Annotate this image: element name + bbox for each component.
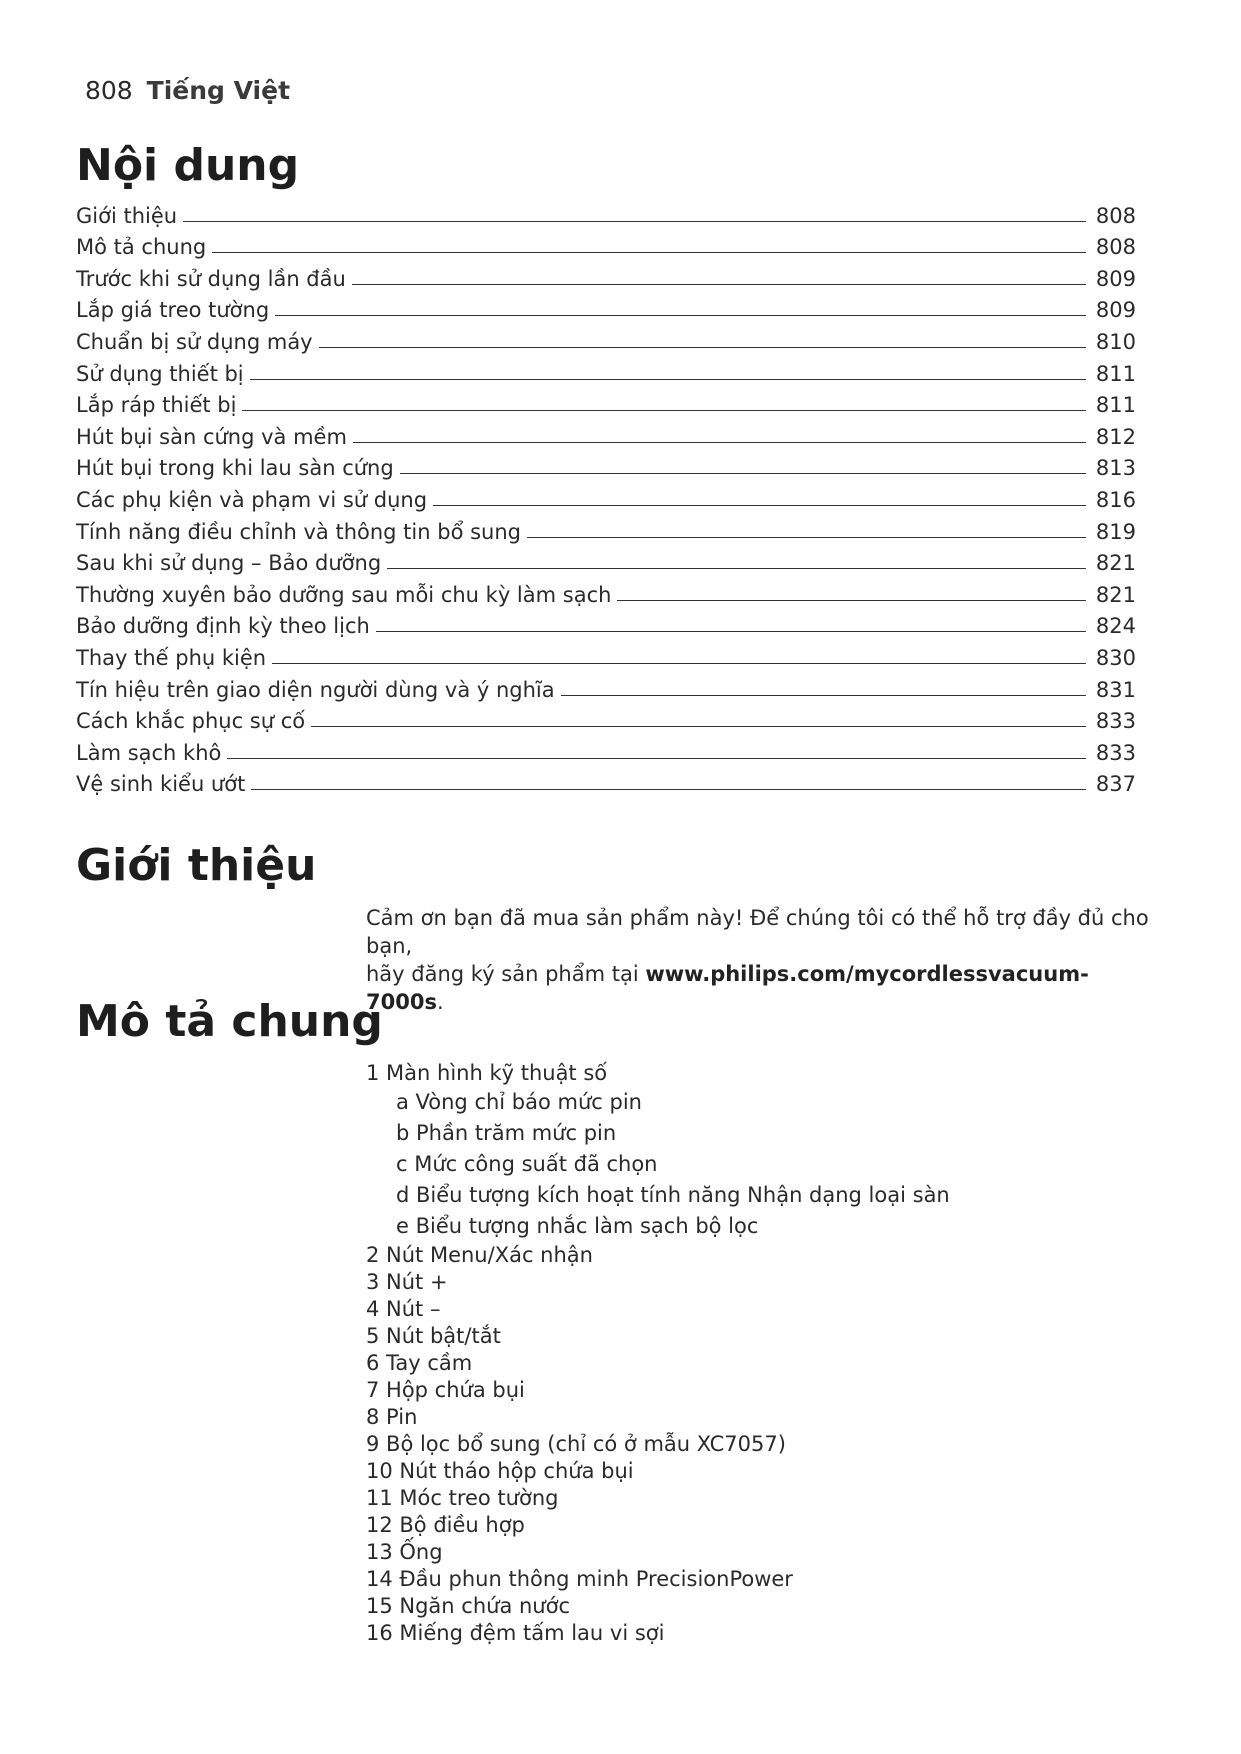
toc-entry-page: 809 bbox=[1095, 298, 1136, 323]
intro-text bbox=[366, 904, 1166, 1016]
parts-item: 12 Bộ điều hợp bbox=[366, 1513, 525, 1537]
parts-item: 1 Màn hình kỹ thuật số bbox=[366, 1061, 608, 1085]
toc-leader-line bbox=[387, 568, 1086, 569]
toc-leader-line bbox=[250, 379, 1086, 380]
toc-entry bbox=[76, 322, 1136, 354]
toc-leader-line bbox=[251, 789, 1086, 790]
parts-item: 7 Hộp chứa bụi bbox=[366, 1378, 525, 1402]
toc-leader-line bbox=[376, 631, 1086, 632]
toc-entry bbox=[76, 765, 1136, 797]
description-heading: Mô tả chung bbox=[76, 996, 383, 1047]
toc-entry bbox=[76, 480, 1136, 512]
toc-leader-line bbox=[242, 410, 1086, 411]
parts-sub-item: c Mức công suất đã chọn bbox=[396, 1152, 658, 1176]
parts-item: 13 Ống bbox=[366, 1540, 443, 1564]
parts-item: 8 Pin bbox=[366, 1405, 418, 1429]
toc-entry-title: Tín hiệu trên giao diện người dùng và ý nghĩa bbox=[76, 677, 555, 702]
parts-item: 14 Đầu phun thông minh PrecisionPower bbox=[366, 1567, 793, 1591]
toc-entry bbox=[76, 228, 1136, 260]
toc-entry bbox=[76, 702, 1136, 734]
toc-entry-page: 821 bbox=[1095, 551, 1136, 576]
intro-line-2 bbox=[366, 960, 1166, 1016]
toc-entry-title: Hút bụi sàn cứng và mềm bbox=[76, 424, 347, 449]
toc-entry-title: Trước khi sử dụng lần đầu bbox=[76, 266, 346, 291]
toc-entry bbox=[76, 259, 1136, 291]
toc-entry-page: 833 bbox=[1095, 740, 1136, 765]
toc-leader-line bbox=[272, 663, 1086, 664]
parts-item: 6 Tay cầm bbox=[366, 1351, 473, 1375]
toc-entry-title: Lắp giá treo tường bbox=[76, 298, 270, 323]
page-number: 808 bbox=[85, 76, 133, 105]
toc-entry-title: Thay thế phụ kiện bbox=[76, 645, 267, 670]
parts-sub-item: e Biểu tượng nhắc làm sạch bộ lọc bbox=[396, 1214, 759, 1238]
toc-entry-page: 808 bbox=[1095, 203, 1136, 228]
toc-entry-page: 830 bbox=[1095, 645, 1136, 670]
toc-entry bbox=[76, 417, 1136, 449]
toc-entry-title: Hút bụi trong khi lau sàn cứng bbox=[76, 456, 394, 481]
toc-entry bbox=[76, 291, 1136, 323]
registration-url: www.philips.com/mycordlessvacuum-7000s bbox=[366, 962, 1089, 1014]
toc-leader-line bbox=[275, 315, 1086, 316]
parts-item: 2 Nút Menu/Xác nhận bbox=[366, 1243, 593, 1267]
intro-line-2-prefix: hãy đăng ký sản phẩm tại bbox=[366, 962, 646, 986]
toc-entry-title: Mô tả chung bbox=[76, 235, 207, 260]
toc-entry-title: Giới thiệu bbox=[76, 203, 178, 228]
toc-entry-title: Lắp ráp thiết bị bbox=[76, 393, 237, 418]
toc-entry-page: 809 bbox=[1095, 266, 1136, 291]
toc-entry-title: Cách khắc phục sự cố bbox=[76, 709, 306, 734]
language-label: Tiếng Việt bbox=[146, 76, 291, 105]
toc-entry-page: 837 bbox=[1095, 772, 1136, 797]
toc-entry bbox=[76, 512, 1136, 544]
parts-item: 3 Nút + bbox=[366, 1270, 448, 1294]
toc-entry-page: 813 bbox=[1095, 456, 1136, 481]
toc-entry bbox=[76, 449, 1136, 481]
toc-leader-line bbox=[311, 726, 1086, 727]
intro-heading: Giới thiệu bbox=[76, 840, 317, 891]
parts-sub-item: b Phần trăm mức pin bbox=[396, 1121, 617, 1145]
toc-entry bbox=[76, 544, 1136, 576]
toc-entry-title: Sử dụng thiết bị bbox=[76, 361, 244, 386]
toc-leader-line bbox=[527, 537, 1086, 538]
parts-item: 5 Nút bật/tắt bbox=[366, 1324, 501, 1348]
toc-entry-title: Chuẩn bị sử dụng máy bbox=[76, 329, 313, 354]
toc-entry-page: 831 bbox=[1095, 677, 1136, 702]
parts-sub-item: a Vòng chỉ báo mức pin bbox=[396, 1090, 642, 1114]
toc-leader-line bbox=[183, 221, 1086, 222]
parts-item: 15 Ngăn chứa nước bbox=[366, 1594, 571, 1618]
toc-entry-page: 833 bbox=[1095, 709, 1136, 734]
toc-entry-title: Bảo dưỡng định kỳ theo lịch bbox=[76, 614, 370, 639]
toc-entry bbox=[76, 638, 1136, 670]
toc-leader-line bbox=[433, 505, 1086, 506]
toc-leader-line bbox=[212, 252, 1086, 253]
parts-item: 10 Nút tháo hộp chứa bụi bbox=[366, 1459, 634, 1483]
toc-leader-line bbox=[319, 347, 1086, 348]
parts-list bbox=[366, 1060, 950, 1647]
parts-item: 11 Móc treo tường bbox=[366, 1486, 559, 1510]
parts-item: 4 Nút – bbox=[366, 1297, 441, 1321]
table-of-contents bbox=[76, 196, 1136, 796]
toc-entry-title: Sau khi sử dụng – Bảo dưỡng bbox=[76, 551, 382, 576]
toc-entry-page: 810 bbox=[1095, 329, 1136, 354]
toc-heading: Nội dung bbox=[76, 140, 300, 191]
toc-entry-page: 812 bbox=[1095, 424, 1136, 449]
toc-entry bbox=[76, 354, 1136, 386]
toc-leader-line bbox=[352, 284, 1086, 285]
toc-entry-page: 808 bbox=[1095, 235, 1136, 260]
parts-item: 9 Bộ lọc bổ sung (chỉ có ở mẫu XC7057) bbox=[366, 1432, 786, 1456]
page-header bbox=[85, 76, 290, 105]
toc-entry-title: Thường xuyên bảo dưỡng sau mỗi chu kỳ làm sạch bbox=[76, 582, 612, 607]
intro-line-1: Cảm ơn bạn đã mua sản phẩm này! Để chúng tôi có thể hỗ trợ đầy đủ cho bạn, bbox=[366, 906, 1149, 958]
toc-entry bbox=[76, 733, 1136, 765]
toc-leader-line bbox=[227, 758, 1086, 759]
toc-entry bbox=[76, 575, 1136, 607]
intro-line-2-suffix: . bbox=[436, 990, 444, 1014]
toc-entry bbox=[76, 386, 1136, 418]
toc-leader-line bbox=[400, 473, 1086, 474]
parts-item: 16 Miếng đệm tấm lau vi sợi bbox=[366, 1621, 665, 1645]
toc-entry-title: Vệ sinh kiểu ướt bbox=[76, 772, 246, 797]
toc-entry-page: 811 bbox=[1095, 361, 1136, 386]
toc-leader-line bbox=[353, 442, 1086, 443]
toc-entry-page: 816 bbox=[1095, 487, 1136, 512]
toc-entry-title: Các phụ kiện và phạm vi sử dụng bbox=[76, 487, 428, 512]
toc-entry-page: 819 bbox=[1095, 519, 1136, 544]
toc-entry-page: 824 bbox=[1095, 614, 1136, 639]
toc-entry bbox=[76, 607, 1136, 639]
toc-entry-page: 811 bbox=[1095, 393, 1136, 418]
parts-sub-item: d Biểu tượng kích hoạt tính năng Nhận dạng loại sàn bbox=[396, 1183, 950, 1207]
toc-entry-title: Làm sạch khô bbox=[76, 740, 222, 765]
toc-leader-line bbox=[561, 695, 1086, 696]
toc-leader-line bbox=[617, 600, 1086, 601]
toc-entry-page: 821 bbox=[1095, 582, 1136, 607]
toc-entry bbox=[76, 670, 1136, 702]
toc-entry-title: Tính năng điều chỉnh và thông tin bổ sung bbox=[76, 519, 521, 544]
toc-entry bbox=[76, 196, 1136, 228]
